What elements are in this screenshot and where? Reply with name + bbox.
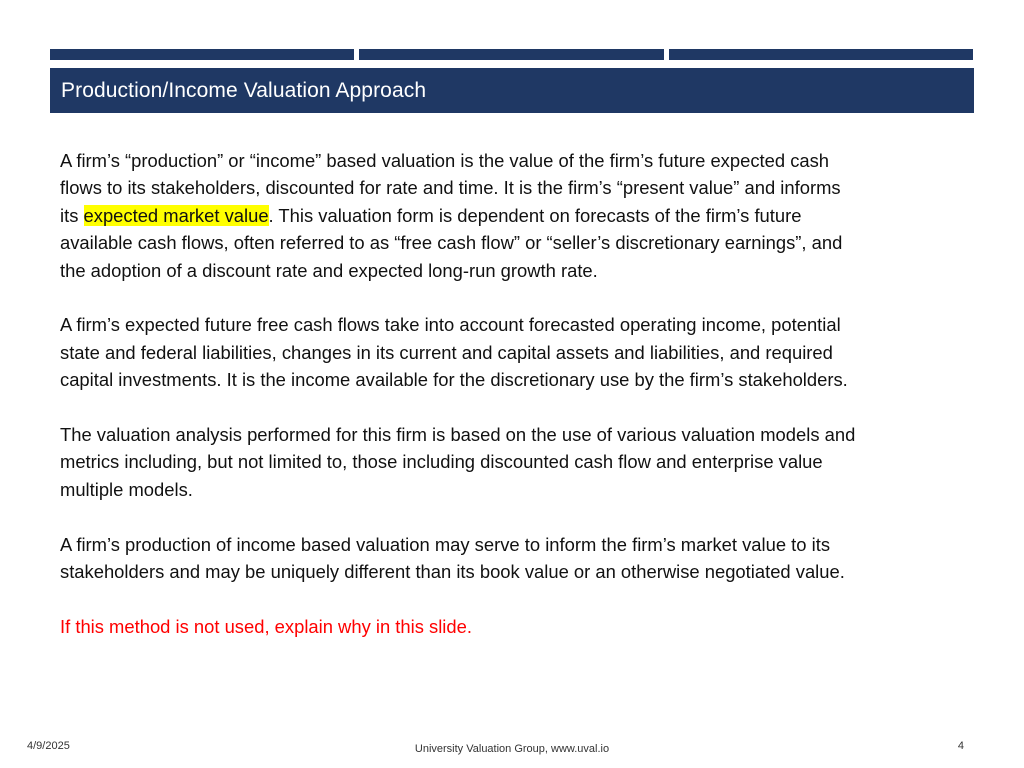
footer-date: 4/9/2025	[27, 740, 70, 752]
accent-bar-left	[50, 49, 354, 60]
accent-bar-middle	[359, 49, 663, 60]
paragraph-valuation-analysis	[60, 421, 980, 503]
paragraph-line: capital investments. It is the income available for the discretionary use by the firm’s stakeholders.	[60, 369, 848, 391]
accent-bar-right	[669, 49, 973, 60]
paragraph-line: A firm’s production of income based valuation may serve to inform the firm’s market value to its	[60, 533, 831, 555]
paragraph-line: available cash flows, often referred to as “free cash flow” or “seller’s discretionary earnings”, and	[60, 232, 843, 254]
paragraph-line: the adoption of a discount rate and expected long-run growth rate.	[60, 259, 598, 281]
paragraph-line: A firm’s expected future free cash flows take into account forecasted operating income, potential	[60, 314, 841, 336]
paragraph-line: The valuation analysis performed for this firm is based on the use of various valuation models and	[60, 424, 856, 446]
highlighted-term: expected market value	[83, 204, 269, 226]
text-segment: its	[60, 204, 84, 226]
paragraph-line: multiple models.	[60, 478, 193, 500]
paragraph-valuation-definition	[60, 147, 980, 284]
paragraph-line	[60, 202, 980, 229]
title-band	[50, 68, 974, 113]
note-text: If this method is not used, explain why in this slide.	[60, 615, 472, 637]
instruction-note	[60, 613, 980, 640]
page-number: 4	[957, 740, 964, 752]
paragraph-free-cash-flows	[60, 311, 980, 393]
paragraph-line: flows to its stakeholders, discounted for rate and time. It is the firm’s “present value” and informs	[60, 177, 841, 199]
paragraph-line: metrics including, but not limited to, those including discounted cash flow and enterprise value	[60, 451, 823, 473]
paragraph-line: stakeholders and may be uniquely different than its book value or an otherwise negotiated value.	[60, 561, 845, 583]
top-accent-bars	[50, 49, 973, 60]
paragraph-line: A firm’s “production” or “income” based valuation is the value of the firm’s future expected cash	[60, 150, 830, 171]
paragraph-line: state and federal liabilities, changes in its current and capital assets and liabilities, and required	[60, 341, 833, 363]
slide-body	[60, 147, 980, 668]
paragraph-market-value	[60, 531, 980, 586]
slide-title: Production/Income Valuation Approach	[61, 78, 427, 102]
text-segment: . This valuation form is dependent on forecasts of the firm’s future	[268, 204, 802, 226]
footer-organization: University Valuation Group, www.uval.io	[414, 743, 610, 755]
